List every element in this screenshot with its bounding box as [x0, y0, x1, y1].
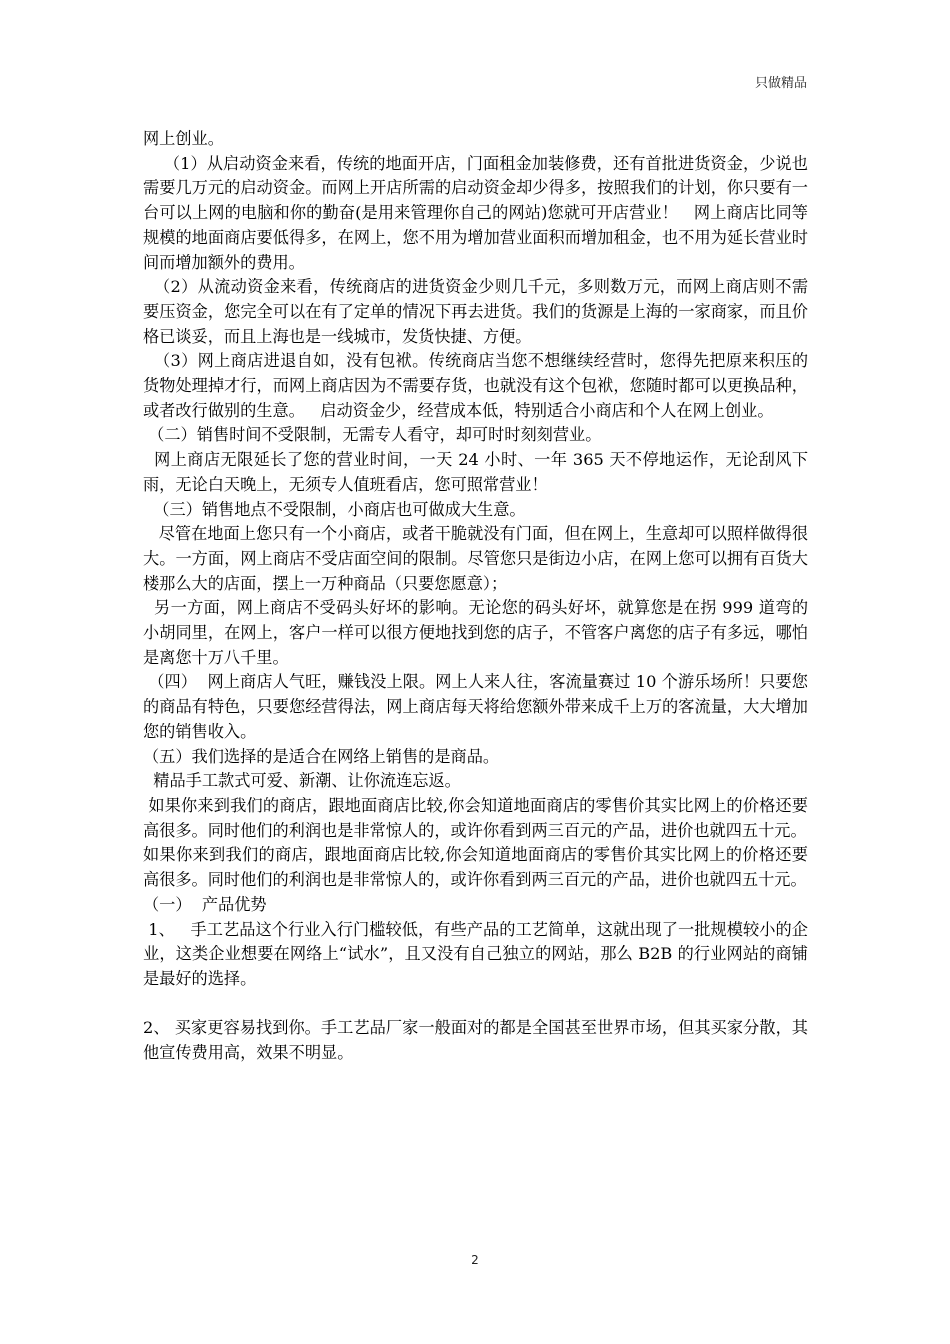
paragraph: 如果你来到我们的商店，跟地面商店比较,你会知道地面商店的零售价其实比网上的价格还要高很多。同时他们的利润也是非常惊人的，或许你看到两三百元的产品，进价也就四五十元。: [143, 845, 808, 890]
paragraph: （四） 网上商店人气旺，赚钱没上限。网上人来人往，客流量赛过 10 个游乐场所！只要您的商品有特色，只要您经营得法，网上商店每天将给您额外带来成千上万的客流量，大大增加您的销售收入。: [143, 672, 808, 741]
paragraph: 另一方面，网上商店不受码头好坏的影响。无论您的码头好坏，就算您是在拐 999 道弯的小胡同里，在网上，客户一样可以很方便地找到您的店子，不管客户离您的店子有多远，哪怕是离您十万八千里。: [143, 598, 809, 667]
page-number: 2: [471, 1253, 479, 1267]
paragraph: （3）网上商店进退自如，没有包袱。传统商店当您不想继续经营时，您得先把原来积压的货物处理掉才行，而网上商店因为不需要存货，也就没有这个包袱，您随时都可以更换品种，或者改行做别的生意。 启动资金少，经营成本低，特别适合小商店和个人在网上创业。: [143, 351, 809, 420]
paragraph: 2、 买家更容易找到你。手工艺品厂家一般面对的都是全国甚至世界市场，但其买家分散，其他宣传费用高，效果不明显。: [143, 1018, 808, 1062]
paragraph: 网上商店无限延长了您的营业时间，一天 24 小时、一年 365 天不停地运作，无论刮风下雨，无论白天晚上，无须专人值班看店，您可照常营业！: [143, 450, 809, 494]
paragraph: 如果你来到我们的商店，跟地面商店比较,你会知道地面商店的零售价其实比网上的价格还要高很多。同时他们的利润也是非常惊人的，或许你看到两三百元的产品，进价也就四五十元。: [143, 795, 808, 840]
section-heading: （三）销售地点不受限制，小商店也可做成大生意。: [143, 499, 526, 519]
page-header: 只做精品: [754, 76, 807, 91]
paragraph: 精品手工款式可爱、新潮、让你流连忘返。: [143, 771, 461, 791]
section-heading: （二）销售时间不受限制，无需专人看守，却可时时刻刻营业。: [143, 425, 602, 445]
section-heading: （一） 产品优势: [143, 894, 267, 914]
paragraph: 网上创业。: [143, 129, 224, 148]
paragraph: （1）从启动资金来看，传统的地面开店，门面租金加装修费，还有首批进货资金，少说也需要几万元的启动资金。而网上开店所需的启动资金却少得多，按照我们的计划，你只要有一台可以上网的电脑和你的勤奋(是用来管理你自己的网站)您就可开店营业！ 网上商店比同等规模的地面商店要低得多，在网上，您不用为增加营业面积而增加租金，也不用为延长营业时间而增加额外的费用。: [143, 153, 808, 272]
paragraph: （2）从流动资金来看，传统商店的进货资金少则几千元，多则数万元，而网上商店则不需要压资金，您完全可以在有了定单的情况下再去进货。我们的货源是上海的一家商家，而且价格已谈妥，而且上海也是一线城市，发货快捷、方便。: [143, 277, 809, 346]
paragraph: 1、 手工艺品这个行业入行门槛较低，有些产品的工艺简单，这就出现了一批规模较小的企业，这类企业想要在网络上“试水”，且又没有自己独立的网站，那么 B2B 的行业网站的商铺是最好的选择。: [143, 919, 808, 988]
paragraph: 尽管在地面上您只有一个小商店，或者干脆就没有门面，但在网上，生意却可以照样做得很大。一方面，网上商店不受店面空间的限制。尽管您只是街边小店，在网上您可以拥有百货大楼那么大的店面，摆上一万种商品（只要您愿意）；: [143, 524, 809, 593]
document-body: [143, 127, 808, 1066]
section-heading: （五）我们选择的是适合在网络上销售的是商品。: [143, 746, 500, 766]
